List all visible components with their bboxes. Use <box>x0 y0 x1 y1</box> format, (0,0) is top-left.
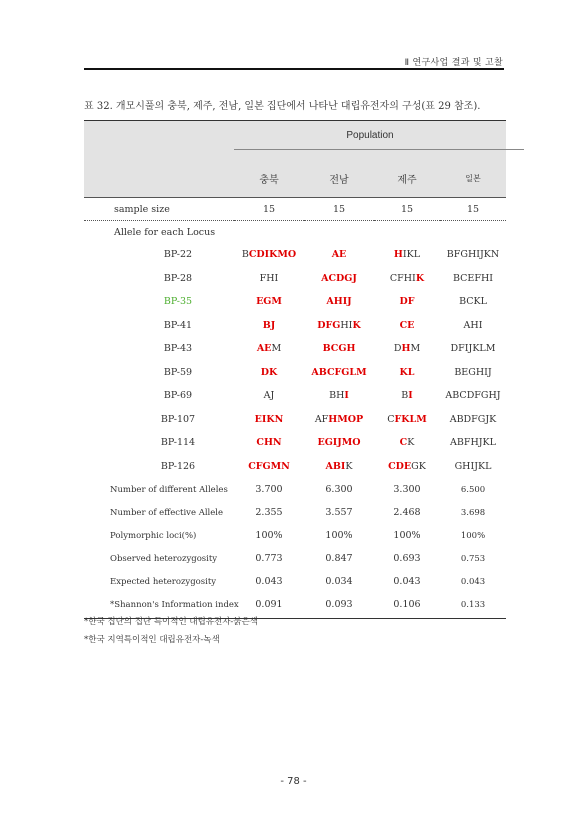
running-header: Ⅱ 연구사업 결과 및 고찰 <box>404 58 503 68</box>
locus-name: BP-107 <box>160 413 196 425</box>
allele-cell <box>234 384 304 408</box>
sample-size-value: 15 <box>304 198 374 221</box>
stat-value: 0.753 <box>460 553 486 564</box>
allele-cell <box>440 431 506 455</box>
locus-row <box>84 408 506 432</box>
allele-cell <box>374 267 440 291</box>
locus-name: BP-35 <box>163 296 193 308</box>
stat-row <box>84 501 506 524</box>
specific-allele: K <box>415 272 425 284</box>
allele-cell <box>374 290 440 314</box>
stat-row <box>84 524 506 547</box>
locus-name: BP-126 <box>160 460 196 472</box>
specific-allele: ACDGJ <box>321 272 357 284</box>
locus-name: BP-43 <box>163 343 193 355</box>
allele-text: BEGHIJ <box>454 366 492 378</box>
specific-allele: FKLM <box>394 413 427 425</box>
stat-value: 0.043 <box>255 576 283 587</box>
allele-cell <box>440 408 506 432</box>
allele-cell <box>304 361 374 385</box>
allele-cell <box>304 384 374 408</box>
allele-cell <box>234 337 304 361</box>
allele-text: AHI <box>463 319 483 331</box>
allele-text: AJ <box>263 390 275 402</box>
footnote-red: *한국 집단의 집단 특이적인 대립유전자-붉은색 <box>84 617 258 627</box>
stat-row <box>84 478 506 501</box>
allele-cell <box>440 455 506 479</box>
allele-cell <box>304 314 374 338</box>
allele-cell <box>304 243 374 267</box>
allele-text: C <box>387 413 395 425</box>
region-header-row <box>84 159 506 198</box>
stat-value: 100% <box>393 530 421 541</box>
stat-value: 100% <box>460 530 486 541</box>
sample-size-value: 15 <box>440 198 506 221</box>
sample-size-value: 15 <box>374 198 440 221</box>
allele-cell <box>374 408 440 432</box>
stat-value: 0.091 <box>255 599 283 610</box>
page-number: - 78 - <box>280 776 307 787</box>
region-jeju: 제주 <box>374 159 440 198</box>
allele-cell <box>234 314 304 338</box>
sample-size-row <box>84 198 506 221</box>
specific-allele: C <box>256 437 264 449</box>
specific-allele: DFG <box>317 319 341 331</box>
specific-allele: BJ <box>262 319 276 331</box>
stat-value: 0.693 <box>393 553 421 564</box>
allele-heading-row <box>84 221 506 244</box>
stat-value: 0.106 <box>393 599 421 610</box>
allele-text: HI <box>340 319 353 331</box>
allele-text: CFHI <box>389 272 416 284</box>
stat-value: 100% <box>255 530 283 541</box>
specific-allele: ABI <box>325 460 346 472</box>
locus-row <box>84 455 506 479</box>
stat-value: 6.300 <box>325 484 353 495</box>
specific-allele: C <box>399 437 408 449</box>
locus-row <box>84 243 506 267</box>
region-chungbuk: 충북 <box>234 159 304 198</box>
specific-allele: BCGH <box>322 343 356 355</box>
allele-cell <box>440 290 506 314</box>
footnote-green: *한국 지역특이적인 대립유전자-녹색 <box>84 635 220 645</box>
allele-cell <box>234 361 304 385</box>
allele-cell <box>304 337 374 361</box>
stat-value: 0.773 <box>255 553 283 564</box>
allele-cell <box>234 455 304 479</box>
stat-label: Number of effective Allele <box>110 507 224 518</box>
stat-value: 3.698 <box>460 507 486 518</box>
allele-cell <box>440 267 506 291</box>
allele-text: GK <box>411 460 426 472</box>
specific-allele: EGM <box>256 296 282 308</box>
allele-text: ABFHJKL <box>450 437 496 449</box>
stat-value: 3.557 <box>325 507 353 518</box>
stat-value: 0.043 <box>393 576 421 587</box>
specific-allele: EGIJMO <box>317 437 361 449</box>
specific-allele: HN <box>263 437 282 449</box>
allele-cell <box>234 267 304 291</box>
stat-value: 0.093 <box>325 599 353 610</box>
locus-row <box>84 431 506 455</box>
locus-name: BP-28 <box>163 272 193 284</box>
population-header-row <box>84 121 506 160</box>
specific-allele: I <box>408 390 413 402</box>
locus-name: BP-59 <box>163 366 193 378</box>
specific-allele: AE <box>256 343 272 355</box>
allele-text: B <box>241 249 249 261</box>
specific-allele: H <box>401 343 411 355</box>
stat-label: Observed heterozygosity <box>110 553 218 564</box>
allele-cell <box>304 267 374 291</box>
sample-size-label: sample size <box>84 198 234 221</box>
stat-label: Expected heterozygosity <box>110 576 217 587</box>
specific-allele: DK <box>260 366 278 378</box>
stat-value: 0.133 <box>460 599 486 610</box>
allele-cell <box>304 455 374 479</box>
specific-allele: ABCFGLM <box>311 366 367 378</box>
header-rule <box>84 68 504 70</box>
allele-cell <box>234 290 304 314</box>
specific-allele: AHIJ <box>326 296 352 308</box>
stat-value: 0.043 <box>460 576 486 587</box>
allele-text: FHI <box>259 272 279 284</box>
population-label: Population <box>346 130 394 141</box>
locus-name: BP-114 <box>160 437 196 449</box>
locus-name: BP-69 <box>163 390 193 402</box>
locus-row <box>84 361 506 385</box>
allele-text: B <box>401 390 409 402</box>
allele-text: IKL <box>402 249 421 261</box>
locus-row <box>84 384 506 408</box>
allele-text: M <box>271 343 282 355</box>
specific-allele: KL <box>399 366 415 378</box>
allele-text: K <box>345 460 353 472</box>
sample-size-value: 15 <box>234 198 304 221</box>
stat-value: 2.355 <box>255 507 283 518</box>
allele-cell <box>234 431 304 455</box>
allele-cell <box>304 290 374 314</box>
allele-text: ABCDFGHJ <box>445 390 501 402</box>
allele-cell <box>374 337 440 361</box>
stat-value: 6.500 <box>460 484 486 495</box>
specific-allele: H <box>393 249 403 261</box>
locus-row <box>84 267 506 291</box>
allele-cell <box>440 361 506 385</box>
stat-row <box>84 547 506 570</box>
stat-label: Polymorphic loci(%) <box>110 530 197 541</box>
allele-cell <box>374 431 440 455</box>
allele-heading: Allele for each Locus <box>114 226 216 238</box>
allele-text: BFGHIJKN <box>446 249 500 261</box>
allele-text: K <box>407 437 415 449</box>
allele-text: GHIJKL <box>454 460 492 472</box>
allele-cell <box>374 384 440 408</box>
allele-text: AF <box>314 413 329 425</box>
region-jeonnam: 전남 <box>304 159 374 198</box>
specific-allele: CF <box>248 460 263 472</box>
allele-cell <box>374 455 440 479</box>
stat-value: 3.300 <box>393 484 421 495</box>
allele-cell <box>374 361 440 385</box>
locus-row <box>84 314 506 338</box>
allele-text: DFIJKLM <box>450 343 496 355</box>
allele-cell <box>440 337 506 361</box>
stat-row <box>84 570 506 593</box>
specific-allele: HMOP <box>328 413 364 425</box>
specific-allele: CDIKMO <box>248 249 297 261</box>
locus-name: BP-41 <box>163 319 193 331</box>
stat-value: 100% <box>325 530 353 541</box>
stat-label: Number of different Alleles <box>110 484 228 495</box>
allele-cell <box>304 408 374 432</box>
specific-allele: K <box>352 319 361 331</box>
allele-cell <box>374 314 440 338</box>
allele-cell <box>440 384 506 408</box>
allele-text: BH <box>329 390 345 402</box>
allele-cell <box>440 243 506 267</box>
allele-text: M <box>410 343 421 355</box>
allele-cell <box>304 431 374 455</box>
locus-row <box>84 337 506 361</box>
stat-label: *Shannon's Information index <box>110 599 239 610</box>
specific-allele: GMN <box>262 460 290 472</box>
specific-allele: DF <box>399 296 415 308</box>
table-caption: 표 32. 개모시풀의 충북, 제주, 전남, 일본 집단에서 나타난 대립유전자의 구성(표 29 참조). <box>84 101 481 112</box>
allele-text: D <box>393 343 402 355</box>
stat-row <box>84 593 506 616</box>
allele-cell <box>234 243 304 267</box>
specific-allele: CE <box>399 319 415 331</box>
allele-text: ABDFGJK <box>449 413 497 425</box>
specific-allele: CDE <box>388 460 412 472</box>
allele-text: BCKL <box>459 296 487 308</box>
allele-cell <box>374 243 440 267</box>
specific-allele: I <box>344 390 349 402</box>
locus-row <box>84 290 506 314</box>
population-header <box>234 121 506 160</box>
stat-value: 0.847 <box>325 553 353 564</box>
stat-value: 2.468 <box>393 507 421 518</box>
locus-name: BP-22 <box>163 249 193 261</box>
region-japan: 일본 <box>440 159 506 198</box>
stat-value: 0.034 <box>325 576 353 587</box>
allele-table <box>84 120 506 619</box>
allele-cell <box>234 408 304 432</box>
specific-allele: EIKN <box>254 413 284 425</box>
allele-text: BCEFHI <box>453 272 493 284</box>
stat-value: 3.700 <box>255 484 283 495</box>
specific-allele: AE <box>331 249 347 261</box>
allele-cell <box>440 314 506 338</box>
